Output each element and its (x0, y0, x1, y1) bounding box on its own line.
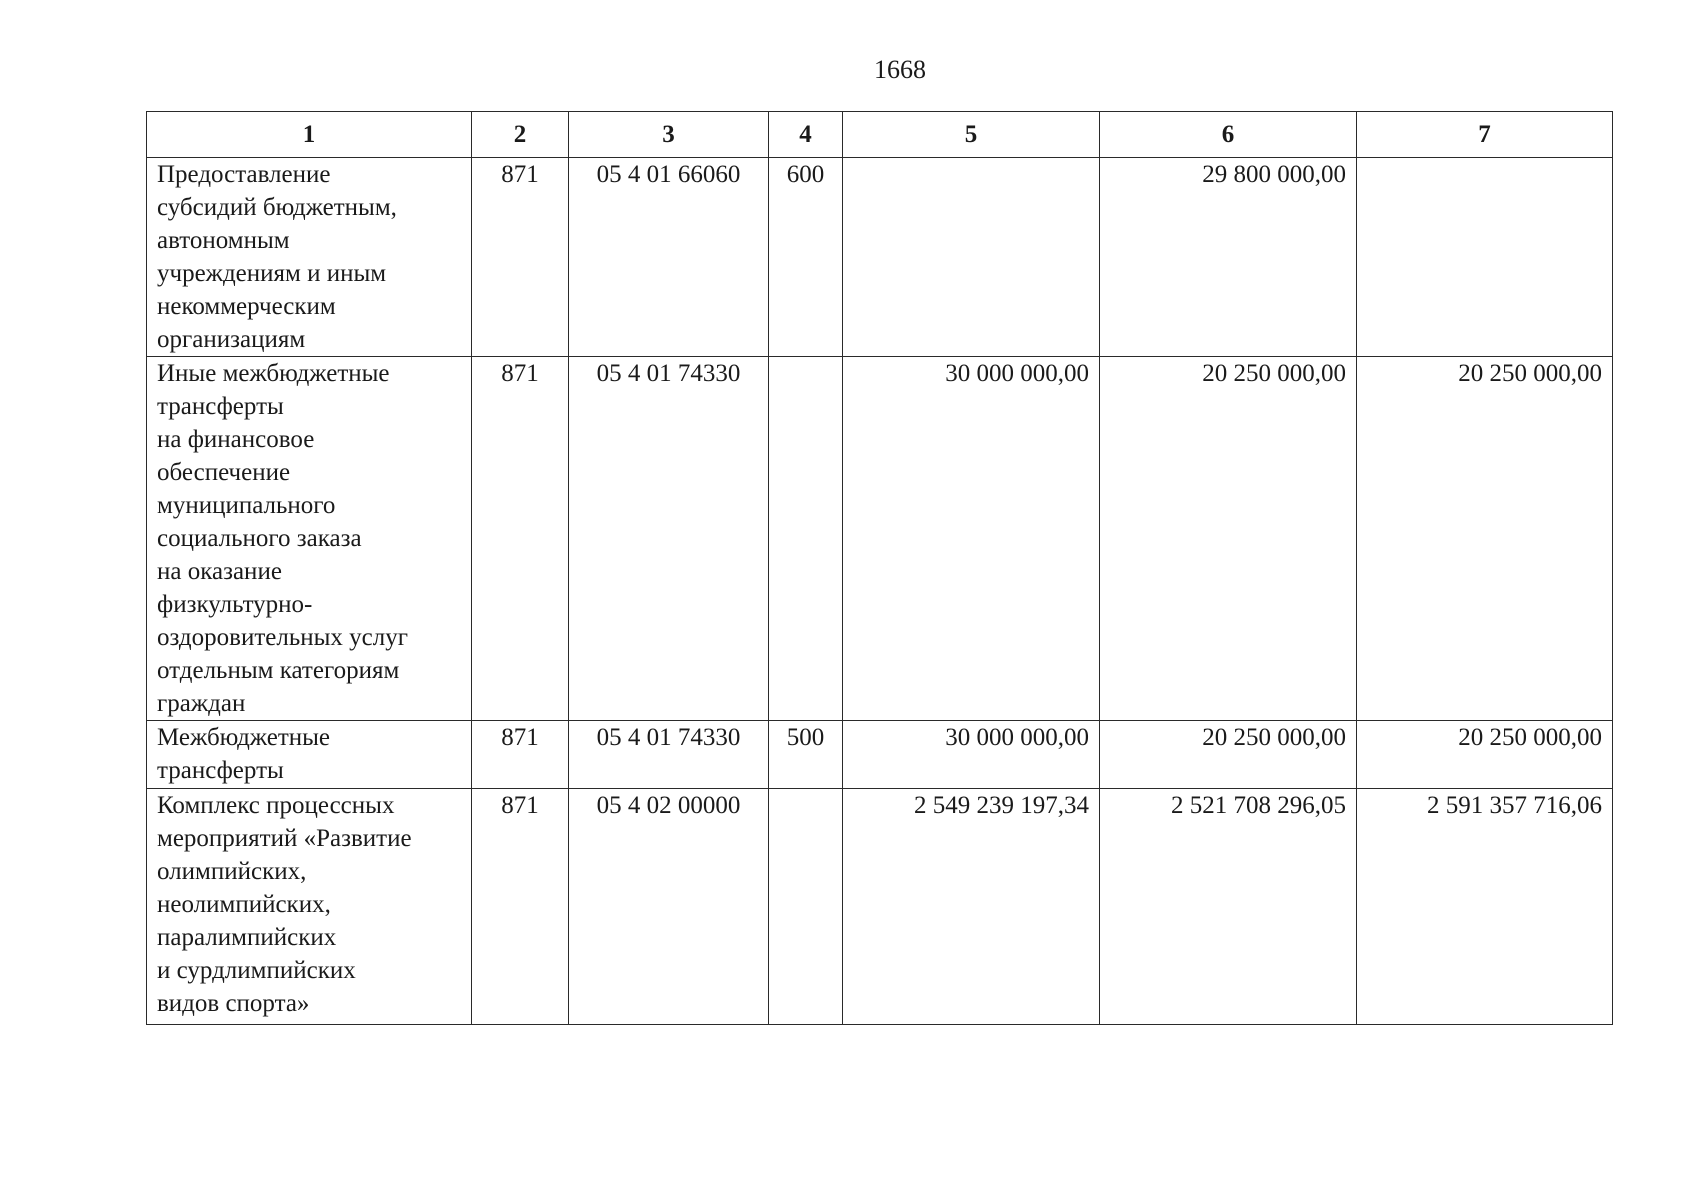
ministry-code-cell: 871 (472, 789, 569, 1025)
table-header-row (147, 112, 1613, 158)
expense-type-cell: 600 (769, 158, 843, 357)
amount-col7-cell: 2 591 357 716,06 (1357, 789, 1613, 1025)
expense-type-cell: 500 (769, 721, 843, 789)
table-row (147, 721, 1613, 789)
amount-col7-cell (1357, 158, 1613, 357)
row-name-cell: Комплекс процессных мероприятий «Развитие олимпийских, неолимпийских, паралимпийских и сурдлимпийских видов спорта» (147, 789, 472, 1025)
page-number: 1668 (874, 55, 926, 84)
amount-col5-cell: 30 000 000,00 (843, 357, 1100, 721)
column-header: 1 (147, 112, 472, 158)
amount-col6-cell: 29 800 000,00 (1100, 158, 1357, 357)
amount-col5-cell (843, 158, 1100, 357)
column-header: 2 (472, 112, 569, 158)
expense-type-cell (769, 357, 843, 721)
column-header: 3 (569, 112, 769, 158)
ministry-code-cell: 871 (472, 721, 569, 789)
target-article-cell: 05 4 02 00000 (569, 789, 769, 1025)
row-name-cell: Предоставление субсидий бюджетным, автономным учреждениям и иным некоммерческим организациям (147, 158, 472, 357)
amount-col6-cell: 20 250 000,00 (1100, 721, 1357, 789)
expense-type-cell (769, 789, 843, 1025)
amount-col6-cell: 20 250 000,00 (1100, 357, 1357, 721)
budget-table (146, 111, 1613, 1025)
table-row (147, 158, 1613, 357)
target-article-cell: 05 4 01 74330 (569, 721, 769, 789)
column-header: 7 (1357, 112, 1613, 158)
column-header: 5 (843, 112, 1100, 158)
table-row (147, 357, 1613, 721)
row-name-cell: Иные межбюджетные трансферты на финансовое обеспечение муниципального социального заказа на оказание физкультурно- оздоровительных услуг отдельным категориям граждан (147, 357, 472, 721)
amount-col7-cell: 20 250 000,00 (1357, 721, 1613, 789)
row-name-cell: Межбюджетные трансферты (147, 721, 472, 789)
column-header: 4 (769, 112, 843, 158)
target-article-cell: 05 4 01 66060 (569, 158, 769, 357)
amount-col7-cell: 20 250 000,00 (1357, 357, 1613, 721)
ministry-code-cell: 871 (472, 357, 569, 721)
table-row (147, 789, 1613, 1025)
amount-col6-cell: 2 521 708 296,05 (1100, 789, 1357, 1025)
amount-col5-cell: 30 000 000,00 (843, 721, 1100, 789)
amount-col5-cell: 2 549 239 197,34 (843, 789, 1100, 1025)
column-header: 6 (1100, 112, 1357, 158)
target-article-cell: 05 4 01 74330 (569, 357, 769, 721)
ministry-code-cell: 871 (472, 158, 569, 357)
